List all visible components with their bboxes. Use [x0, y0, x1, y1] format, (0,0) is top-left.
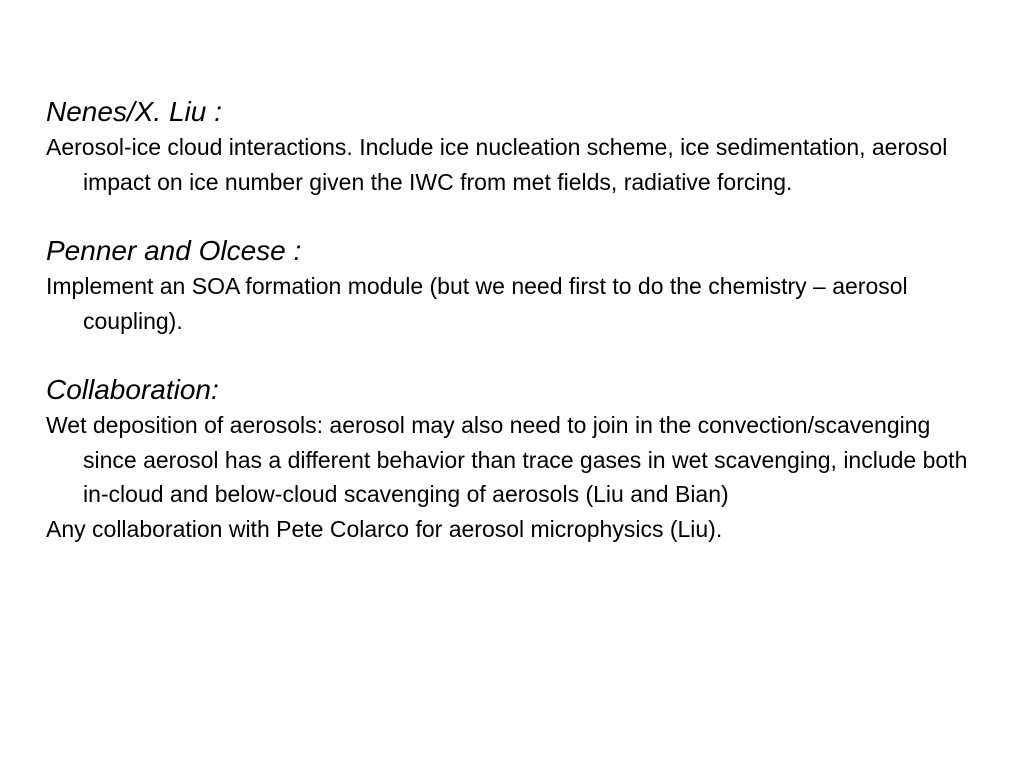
- section-penner-olcese: [46, 233, 986, 338]
- section-nenes-liu: [46, 94, 986, 199]
- section-collaboration: [46, 372, 986, 546]
- paragraph: Wet deposition of aerosols: aerosol may also need to join in the convection/scavenging since aerosol has a different behavior than trace gases in wet scavenging, include both in-cloud and below-cloud scavenging of aerosols (Liu and Bian): [46, 412, 968, 507]
- paragraph: Implement an SOA formation module (but we need first to do the chemistry – aerosol coupling).: [46, 273, 908, 334]
- section-body: [46, 130, 986, 199]
- section-body: [46, 408, 986, 546]
- section-body: [46, 269, 986, 338]
- slide-content: [46, 94, 986, 546]
- paragraph: Any collaboration with Pete Colarco for aerosol microphysics (Liu).: [46, 515, 723, 542]
- section-heading: Nenes/X. Liu :: [46, 96, 222, 127]
- section-heading: Collaboration:: [46, 374, 219, 405]
- spacer: [46, 338, 986, 372]
- paragraph: Aerosol-ice cloud interactions. Include ice nucleation scheme, ice sedimentation, aerosol impact on ice number given the IWC from met fields, radiative forcing.: [46, 134, 948, 195]
- spacer: [46, 199, 986, 233]
- section-heading: Penner and Olcese :: [46, 235, 302, 266]
